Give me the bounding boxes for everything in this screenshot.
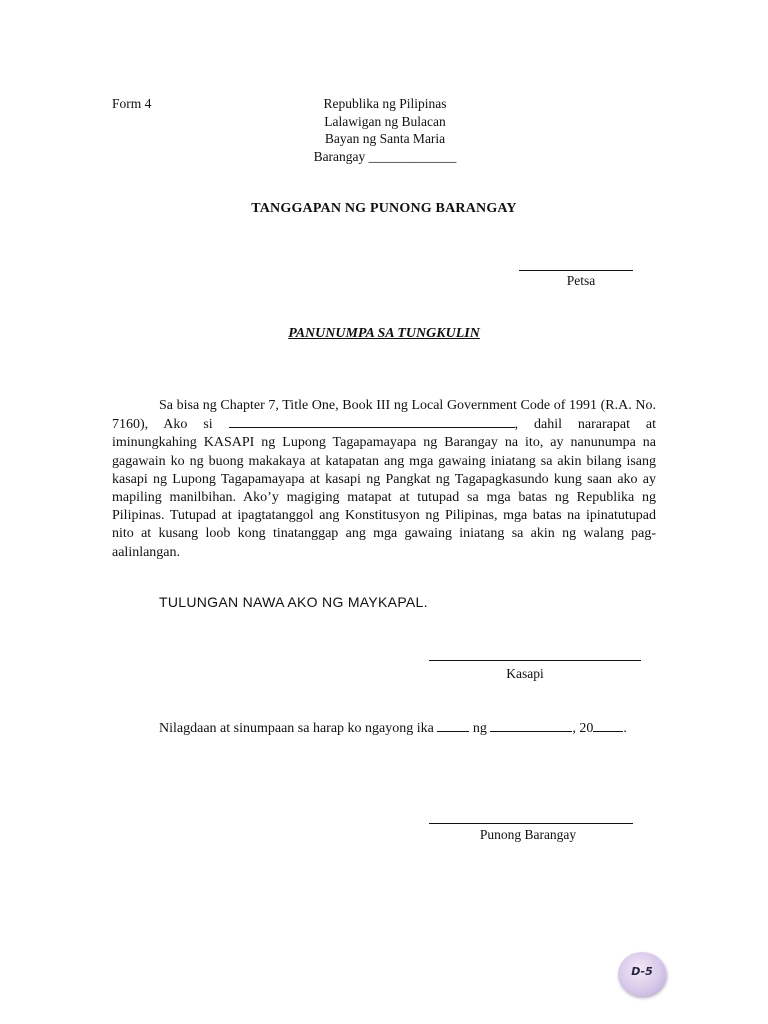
header-province: Lalawigan ng Bulacan (324, 113, 446, 129)
captain-signature-line (429, 823, 633, 824)
page-number-label: D-5 (631, 965, 653, 978)
month-blank (490, 719, 572, 732)
document-title: PANUNUMPA SA TUNGKULIN (288, 326, 480, 341)
day-blank (437, 719, 469, 732)
oath-paragraph (112, 397, 656, 562)
page-number-badge (618, 952, 666, 996)
signed-sworn-line (159, 719, 627, 737)
date-label: Petsa (566, 273, 596, 288)
year-blank (593, 719, 623, 732)
form-number: Form 4 (112, 96, 152, 111)
oath-closing-line: TULUNGAN NAWA AKO NG MAYKAPAL. (159, 594, 428, 610)
captain-label: Punong Barangay (479, 827, 577, 842)
oath-intro-text: Sa bisa ng Chapter 7, Title One, Book III ng Local Government Code of 1991 (R.A. No. 7160), Ako si (112, 398, 656, 433)
oath-body (112, 397, 656, 562)
signed-text-4: . (623, 721, 627, 736)
document-header (250, 95, 520, 165)
member-label: Kasapi (506, 666, 544, 681)
name-blank (229, 415, 515, 428)
signed-text-3: , 20 (572, 721, 594, 736)
signed-text-1: Nilagdaan at sinumpaan sa harap ko ngayong ika (159, 721, 438, 736)
signed-text-2: ng (469, 721, 491, 736)
header-country: Republika ng Pilipinas (323, 96, 447, 111)
date-signature-line (519, 270, 633, 271)
office-title: TANGGAPAN NG PUNONG BARANGAY (251, 201, 517, 216)
oath-rest-text: , dahil nararapat at iminungkahing KASAPI ng Lupong Tagapamayapa ng Barangay na ito, ay nanunumpa na gagawain ko ng buong makakaya at katapatan ang mga gawaing iniatang sa akin bilang isang kasapi ng Lupong Tagapamayapa at kasapi ng Pangkat ng Tagapagkasundo kung saan ako ay mapiling manilbihan. Ako’y magiging matapat at tutupad sa mga batas ng Republika ng Pilipinas. Tutupad at ipagtatanggol ang Konstitusyon ng Pilipinas, mga batas na ipinatutupad nito at kusang loob kong tinatanggap ang mga gawaing iniatang sa akin ng walang pag-aalinlangan. (112, 417, 657, 560)
member-signature-line (429, 660, 641, 661)
header-municipality: Bayan ng Santa Maria (324, 131, 446, 146)
header-barangay: Barangay _____________ (313, 148, 457, 164)
